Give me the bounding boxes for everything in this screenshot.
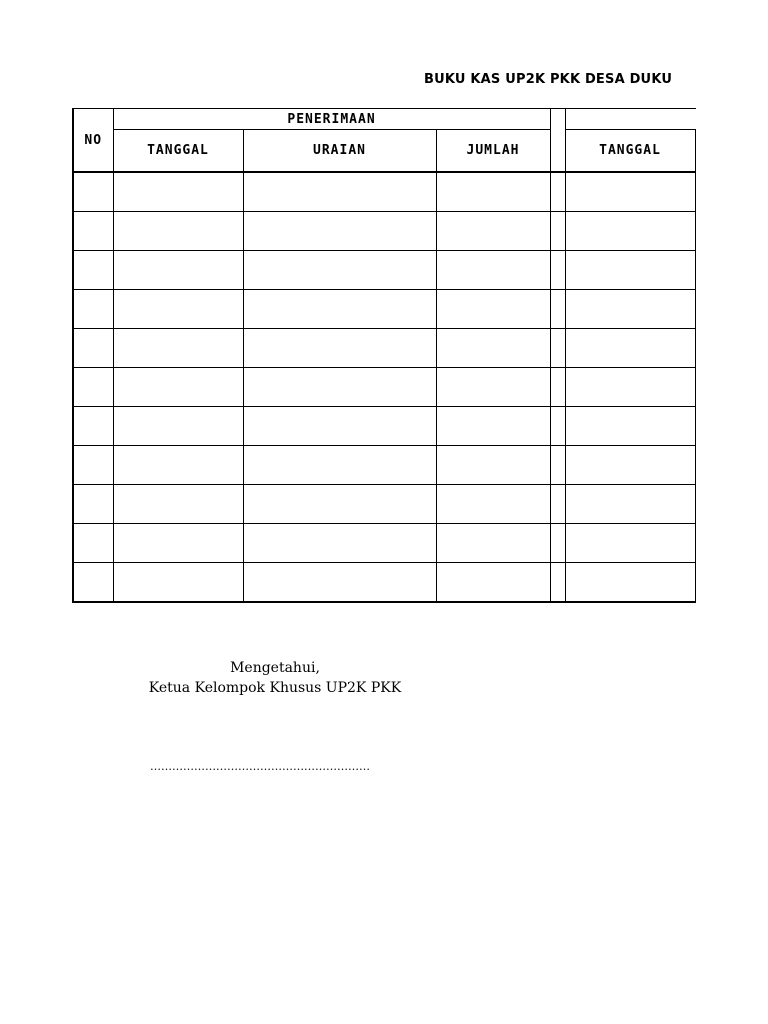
- cell-tanggal-2: [565, 524, 695, 563]
- signature-position-label: Ketua Kelompok Khusus UP2K PKK: [148, 680, 402, 696]
- cell-tanggal: [113, 368, 243, 407]
- table-row: [73, 251, 696, 290]
- cell-jumlah: [436, 485, 550, 524]
- cash-book-table: [72, 108, 696, 603]
- cell-tanggal: [113, 212, 243, 251]
- cash-book-table-container: [72, 108, 696, 604]
- cell-uraian-2: [695, 290, 696, 329]
- cell-spacer: [550, 524, 565, 563]
- cell-uraian: [243, 563, 436, 603]
- cell-spacer: [550, 329, 565, 368]
- cell-uraian: [243, 251, 436, 290]
- cell-uraian-2: [695, 563, 696, 603]
- cell-no: [73, 368, 113, 407]
- header-uraian: URAIAN: [243, 130, 436, 173]
- cell-tanggal: [113, 290, 243, 329]
- table-row: [73, 212, 696, 251]
- table-body: [73, 172, 696, 602]
- table-row: [73, 485, 696, 524]
- cell-jumlah: [436, 172, 550, 212]
- cell-spacer: [550, 212, 565, 251]
- header-tanggal-2: TANGGAL: [565, 130, 695, 173]
- cell-tanggal-2: [565, 368, 695, 407]
- cell-no: [73, 407, 113, 446]
- cell-jumlah: [436, 251, 550, 290]
- cell-uraian: [243, 407, 436, 446]
- cell-uraian-2: [695, 251, 696, 290]
- cell-no: [73, 329, 113, 368]
- cell-uraian-2: [695, 446, 696, 485]
- table-row: [73, 329, 696, 368]
- cell-jumlah: [436, 524, 550, 563]
- cell-spacer: [550, 368, 565, 407]
- cell-tanggal-2: [565, 212, 695, 251]
- cell-tanggal: [113, 329, 243, 368]
- cell-spacer: [550, 563, 565, 603]
- cell-no: [73, 212, 113, 251]
- signature-dotted-line: ……………………………………………………: [150, 760, 370, 773]
- cell-tanggal: [113, 524, 243, 563]
- cell-tanggal-2: [565, 172, 695, 212]
- cell-tanggal-2: [565, 290, 695, 329]
- header-jumlah: JUMLAH: [436, 130, 550, 173]
- cell-uraian-2: [695, 485, 696, 524]
- cell-tanggal-2: [565, 407, 695, 446]
- cell-spacer: [550, 290, 565, 329]
- cell-uraian-2: [695, 329, 696, 368]
- header-uraian-2: [695, 130, 696, 173]
- cell-tanggal: [113, 446, 243, 485]
- cell-no: [73, 485, 113, 524]
- document-title: BUKU KAS UP2K PKK DESA DUKU: [424, 72, 673, 87]
- cell-spacer: [550, 407, 565, 446]
- cell-tanggal-2: [565, 329, 695, 368]
- signature-block: [130, 658, 420, 698]
- table-row: [73, 563, 696, 603]
- cell-uraian: [243, 524, 436, 563]
- table-row: [73, 172, 696, 212]
- cell-tanggal: [113, 172, 243, 212]
- cell-uraian-2: [695, 524, 696, 563]
- cell-uraian: [243, 290, 436, 329]
- cell-no: [73, 251, 113, 290]
- cell-uraian: [243, 368, 436, 407]
- table-row: [73, 290, 696, 329]
- cell-uraian: [243, 446, 436, 485]
- header-no: NO: [73, 109, 113, 173]
- cell-uraian: [243, 172, 436, 212]
- cell-no: [73, 290, 113, 329]
- cell-jumlah: [436, 407, 550, 446]
- cell-no: [73, 446, 113, 485]
- header-pengeluaran: [565, 109, 696, 130]
- cell-tanggal: [113, 485, 243, 524]
- cell-tanggal-2: [565, 485, 695, 524]
- cell-tanggal-2: [565, 563, 695, 603]
- cell-tanggal-2: [565, 251, 695, 290]
- cell-spacer: [550, 251, 565, 290]
- cell-uraian: [243, 329, 436, 368]
- cell-no: [73, 563, 113, 603]
- cell-jumlah: [436, 446, 550, 485]
- cell-uraian-2: [695, 172, 696, 212]
- table-row: [73, 524, 696, 563]
- header-tanggal: TANGGAL: [113, 130, 243, 173]
- cell-tanggal: [113, 563, 243, 603]
- header-spacer: [550, 109, 565, 173]
- signature-known-label: Mengetahui,: [230, 660, 320, 676]
- cell-jumlah: [436, 329, 550, 368]
- cell-spacer: [550, 446, 565, 485]
- table-row: [73, 446, 696, 485]
- cell-uraian: [243, 485, 436, 524]
- cell-uraian-2: [695, 368, 696, 407]
- cell-jumlah: [436, 368, 550, 407]
- cell-spacer: [550, 172, 565, 212]
- cell-no: [73, 172, 113, 212]
- cell-jumlah: [436, 212, 550, 251]
- cell-jumlah: [436, 563, 550, 603]
- table-row: [73, 368, 696, 407]
- cell-spacer: [550, 485, 565, 524]
- cell-uraian: [243, 212, 436, 251]
- cell-uraian-2: [695, 407, 696, 446]
- cell-tanggal-2: [565, 446, 695, 485]
- cell-tanggal: [113, 251, 243, 290]
- table-row: [73, 407, 696, 446]
- cell-no: [73, 524, 113, 563]
- header-penerimaan: PENERIMAAN: [113, 109, 550, 130]
- cell-uraian-2: [695, 212, 696, 251]
- cell-tanggal: [113, 407, 243, 446]
- cell-jumlah: [436, 290, 550, 329]
